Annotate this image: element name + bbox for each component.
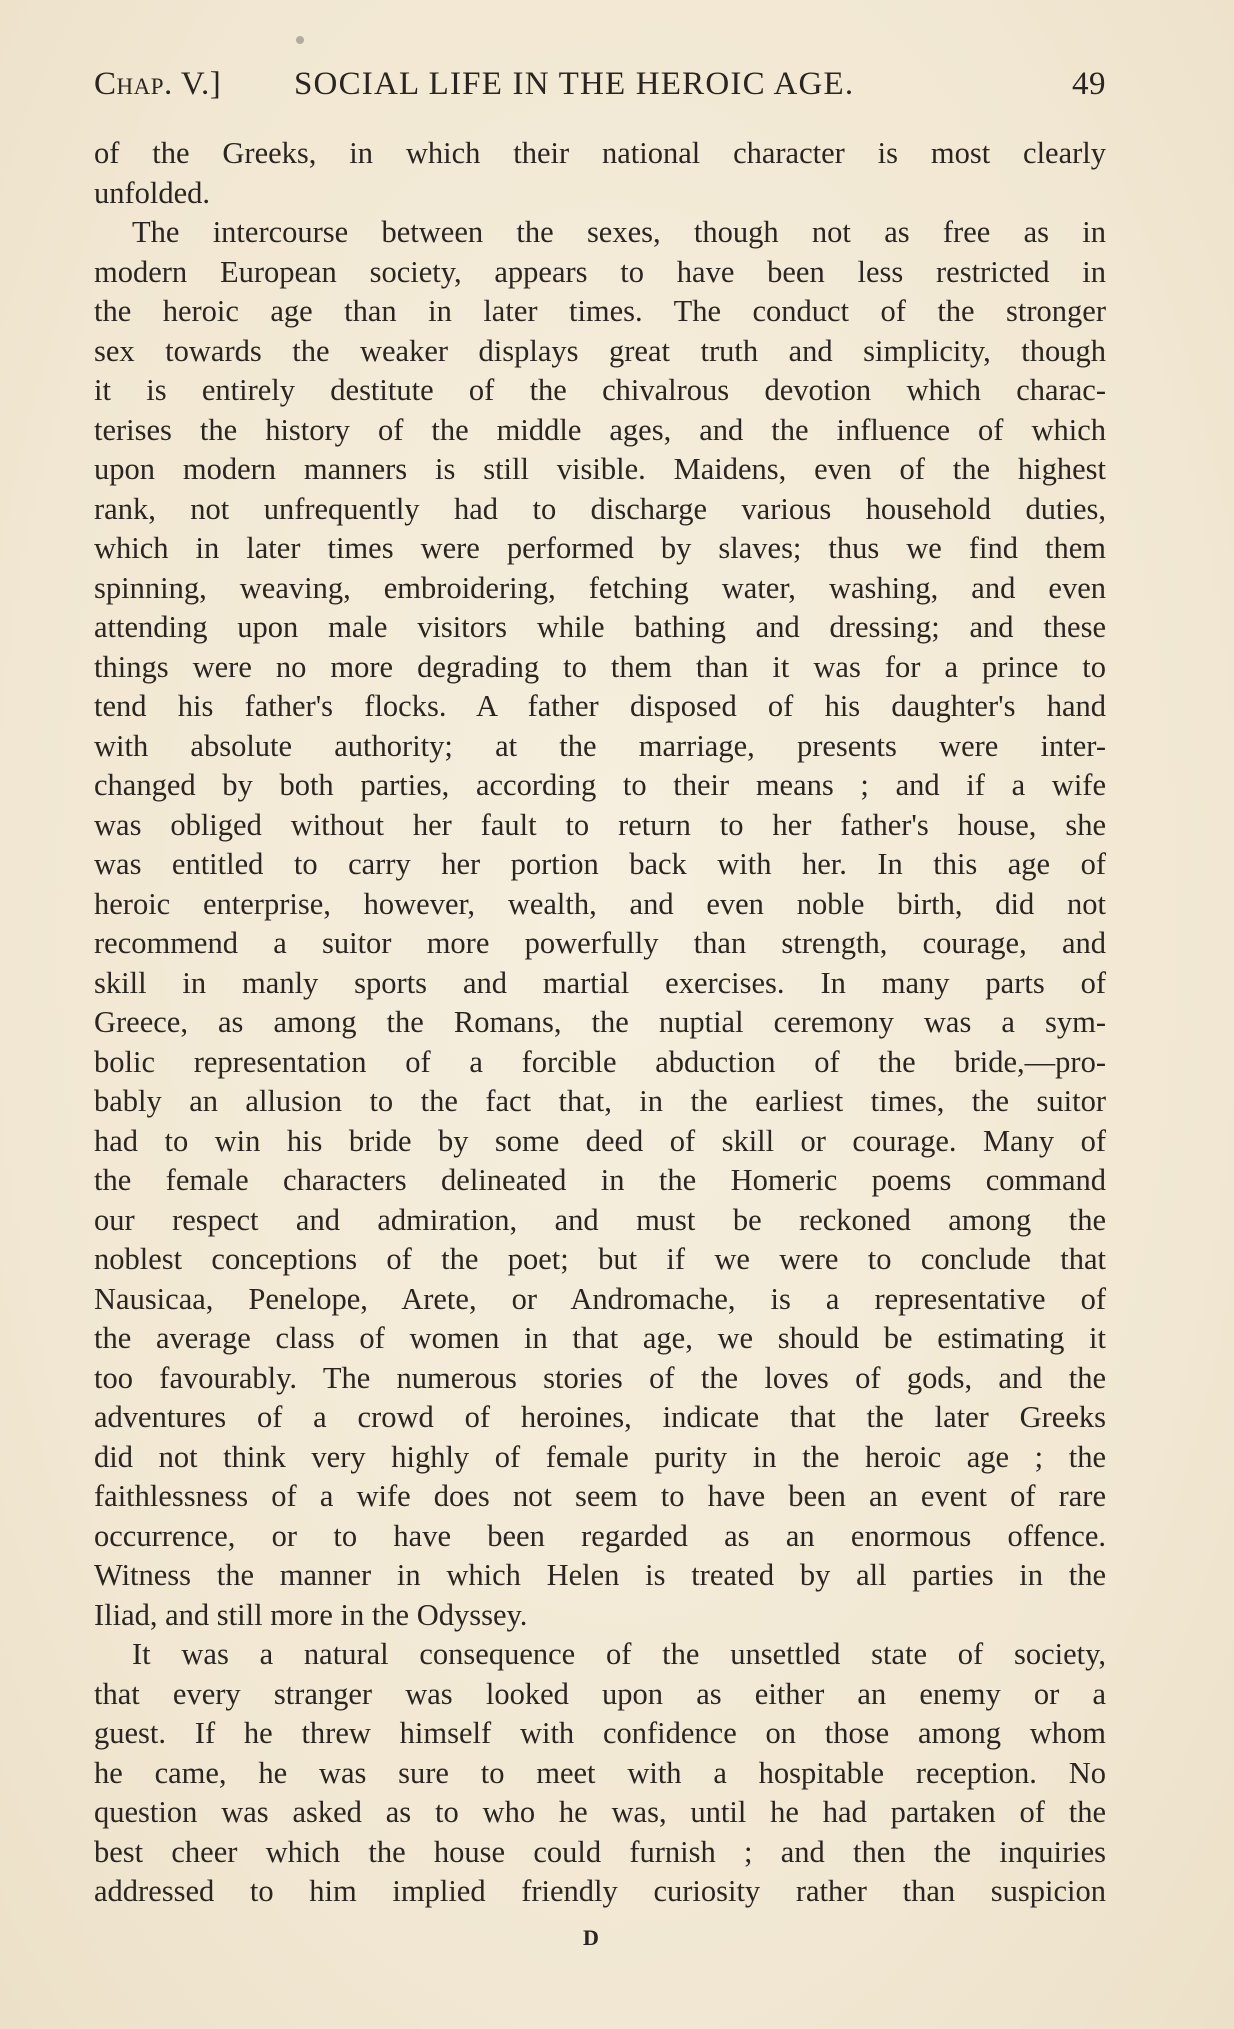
text-line: it is entirely destitute of the chivalrous devotion which charac- bbox=[94, 373, 1106, 407]
text-line: It was a natural consequence of the unsettled state of society, bbox=[132, 1637, 1106, 1671]
text-line: spinning, weaving, embroidering, fetching water, washing, and even bbox=[94, 570, 1106, 605]
body-text bbox=[94, 134, 1106, 1912]
text-line: occurrence, or to have been regarded as an enormous offence. bbox=[94, 1518, 1106, 1553]
text-line: he came, he was sure to meet with a hospitable reception. No bbox=[94, 1755, 1106, 1790]
text-line: question was asked as to who he was, until he had partaken of the bbox=[94, 1795, 1106, 1829]
text-line: adventures of a crowd of heroines, indicate that the later Greeks bbox=[94, 1400, 1106, 1434]
text-line: Witness the manner in which Helen is treated by all parties in the bbox=[94, 1558, 1106, 1592]
text-line: the heroic age than in later times. The conduct of the stronger bbox=[94, 294, 1106, 328]
chapter-label: Chap. V.] bbox=[94, 66, 222, 102]
text-line: recommend a suitor more powerfully than strength, courage, and bbox=[94, 926, 1106, 960]
text-line: best cheer which the house could furnish ; and then the inquiries bbox=[94, 1834, 1106, 1869]
text-line: things were no more degrading to them than it was for a prince to bbox=[94, 649, 1106, 684]
text-line: upon modern manners is still visible. Maidens, even of the highest bbox=[94, 452, 1106, 486]
signature-mark: D bbox=[583, 1925, 599, 1950]
text-line: rank, not unfrequently had to discharge various household duties, bbox=[94, 491, 1106, 526]
text-line: tend his father's flocks. A father disposed of his daughter's hand bbox=[94, 689, 1106, 723]
text-line: had to win his bride by some deed of skill or courage. Many of bbox=[94, 1123, 1106, 1158]
text-line: that every stranger was looked upon as either an enemy or a bbox=[94, 1676, 1106, 1711]
text-line: unfolded. bbox=[94, 175, 211, 210]
text-line: of the Greeks, in which their national character is most clearly bbox=[94, 136, 1106, 170]
text-line: Iliad, and still more in the Odyssey. bbox=[94, 1597, 528, 1632]
text-line: heroic enterprise, however, wealth, and even noble birth, did not bbox=[94, 886, 1106, 921]
text-line: skill in manly sports and martial exercises. In many parts of bbox=[94, 965, 1106, 1000]
text-line: did not think very highly of female purity in the heroic age ; the bbox=[94, 1439, 1106, 1474]
text-line: attending upon male visitors while bathing and dressing; and these bbox=[94, 610, 1106, 644]
running-title: SOCIAL LIFE IN THE HEROIC AGE. bbox=[294, 66, 855, 102]
text-line: guest. If he threw himself with confidence on those among whom bbox=[94, 1716, 1106, 1750]
ink-speck bbox=[296, 36, 304, 44]
text-line: Nausicaa, Penelope, Arete, or Andromache, is a representative of bbox=[94, 1281, 1106, 1316]
text-line: sex towards the weaker displays great truth and simplicity, though bbox=[94, 333, 1106, 368]
text-line: The intercourse between the sexes, though not as free as in bbox=[132, 215, 1106, 249]
text-line: which in later times were performed by slaves; thus we find them bbox=[94, 531, 1106, 565]
text-line: modern European society, appears to have been less restricted in bbox=[94, 254, 1106, 289]
page-number: 49 bbox=[1072, 66, 1106, 102]
text-line: Greece, as among the Romans, the nuptial ceremony was a sym- bbox=[94, 1005, 1106, 1039]
text-line: the average class of women in that age, we should be estimating it bbox=[94, 1321, 1106, 1355]
text-line: was obliged without her fault to return to her father's house, she bbox=[94, 807, 1106, 842]
text-line: faithlessness of a wife does not seem to have been an event of rare bbox=[94, 1479, 1106, 1513]
text-line: addressed to him implied friendly curiosity rather than suspicion bbox=[94, 1874, 1106, 1908]
text-line: with absolute authority; at the marriage, presents were inter- bbox=[94, 728, 1106, 763]
text-line: bolic representation of a forcible abduction of the bride,—pro- bbox=[94, 1044, 1106, 1079]
text-line: the female characters delineated in the Homeric poems command bbox=[94, 1163, 1106, 1197]
text-line: terises the history of the middle ages, and the influence of which bbox=[94, 412, 1106, 447]
text-line: changed by both parties, according to their means ; and if a wife bbox=[94, 768, 1106, 802]
text-line: our respect and admiration, and must be reckoned among the bbox=[94, 1202, 1106, 1237]
text-line: bably an allusion to the fact that, in the earliest times, the suitor bbox=[94, 1084, 1106, 1118]
running-header bbox=[94, 62, 1106, 114]
text-line: was entitled to carry her portion back with her. In this age of bbox=[94, 847, 1106, 881]
text-line: noblest conceptions of the poet; but if we were to conclude that bbox=[94, 1242, 1106, 1276]
text-line: too favourably. The numerous stories of the loves of gods, and the bbox=[94, 1360, 1106, 1395]
